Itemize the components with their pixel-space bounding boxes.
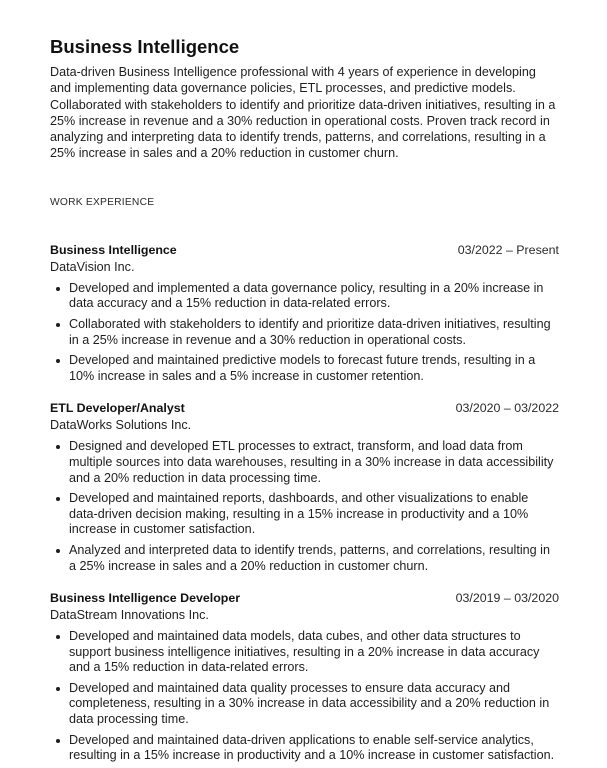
company-name: DataStream Innovations Inc. xyxy=(50,608,209,623)
job-dates: 03/2022 – Present xyxy=(457,242,559,257)
resume-name-heading: Business Intelligence xyxy=(50,36,240,57)
job-bullet: Collaborated with stakeholders to identify and prioritize data-driven initiatives, resulting in a 25% increase in revenue and a 30% reduction in operational costs. xyxy=(50,317,559,348)
job-entry xyxy=(50,400,559,574)
company-name: DataWorks Solutions Inc. xyxy=(50,418,192,433)
job-bullet: Designed and developed ETL processes to extract, transform, and load data from multiple sources into data warehouses, resulting in a 30% increase in data accessibility and a 20% reduction in data processing time. xyxy=(50,439,559,486)
job-title: ETL Developer/Analyst xyxy=(50,401,185,416)
job-bullet: Developed and maintained data models, data cubes, and other data structures to support business intelligence initiatives, resulting in a 20% increase in data accuracy and a 15% reduction in data-related errors. xyxy=(50,629,559,676)
company-name: DataVision Inc. xyxy=(50,259,135,274)
job-header xyxy=(50,400,559,417)
job-dates: 03/2019 – 03/2020 xyxy=(455,591,559,606)
job-entry xyxy=(50,242,559,385)
job-header xyxy=(50,242,559,259)
job-bullet-list xyxy=(50,281,559,385)
job-bullet: Analyzed and interpreted data to identify trends, patterns, and correlations, resulting in a 25% increase in sales and a 20% reduction in customer churn. xyxy=(50,543,559,574)
job-bullet: Developed and maintained predictive models to forecast future trends, resulting in a 10% increase in sales and a 5% increase in customer retention. xyxy=(50,353,559,384)
professional-summary: Data-driven Business Intelligence professional with 4 years of experience in developing and implementing data governance policies, ETL processes, and predictive models. Collaborated with stakeholders to identify and prioritize data-driven initiatives, resulting in a 25% increase in revenue and a 30% reduction in operational costs. Proven track record in analyzing and interpreting data to identify trends, patterns, and correlations, resulting in a 25% increase in sales and a 20% reduction in customer churn. xyxy=(50,65,556,161)
job-bullet: Developed and maintained reports, dashboards, and other visualizations to enable data-driven decision making, resulting in a 15% increase in productivity and a 10% increase in customer satisfaction. xyxy=(50,491,559,538)
job-bullet: Developed and maintained data-driven applications to enable self-service analytics, resulting in a 15% increase in productivity and a 10% increase in customer satisfaction. xyxy=(50,733,559,764)
job-bullet-list xyxy=(50,439,559,574)
job-dates: 03/2020 – 03/2022 xyxy=(455,401,559,416)
job-bullet: Developed and implemented a data governance policy, resulting in a 20% increase in data accuracy and a 15% reduction in data-related errors. xyxy=(50,281,559,312)
job-bullet: Developed and maintained data quality processes to ensure data accuracy and completeness, resulting in a 30% increase in data accessibility and a 20% reduction in data processing time. xyxy=(50,681,559,728)
work-experience-heading: WORK EXPERIENCE xyxy=(50,196,155,208)
job-bullet-list xyxy=(50,629,559,764)
job-entry xyxy=(50,590,559,764)
job-title: Business Intelligence Developer xyxy=(50,591,241,606)
job-title: Business Intelligence xyxy=(50,242,177,257)
job-header xyxy=(50,590,559,607)
